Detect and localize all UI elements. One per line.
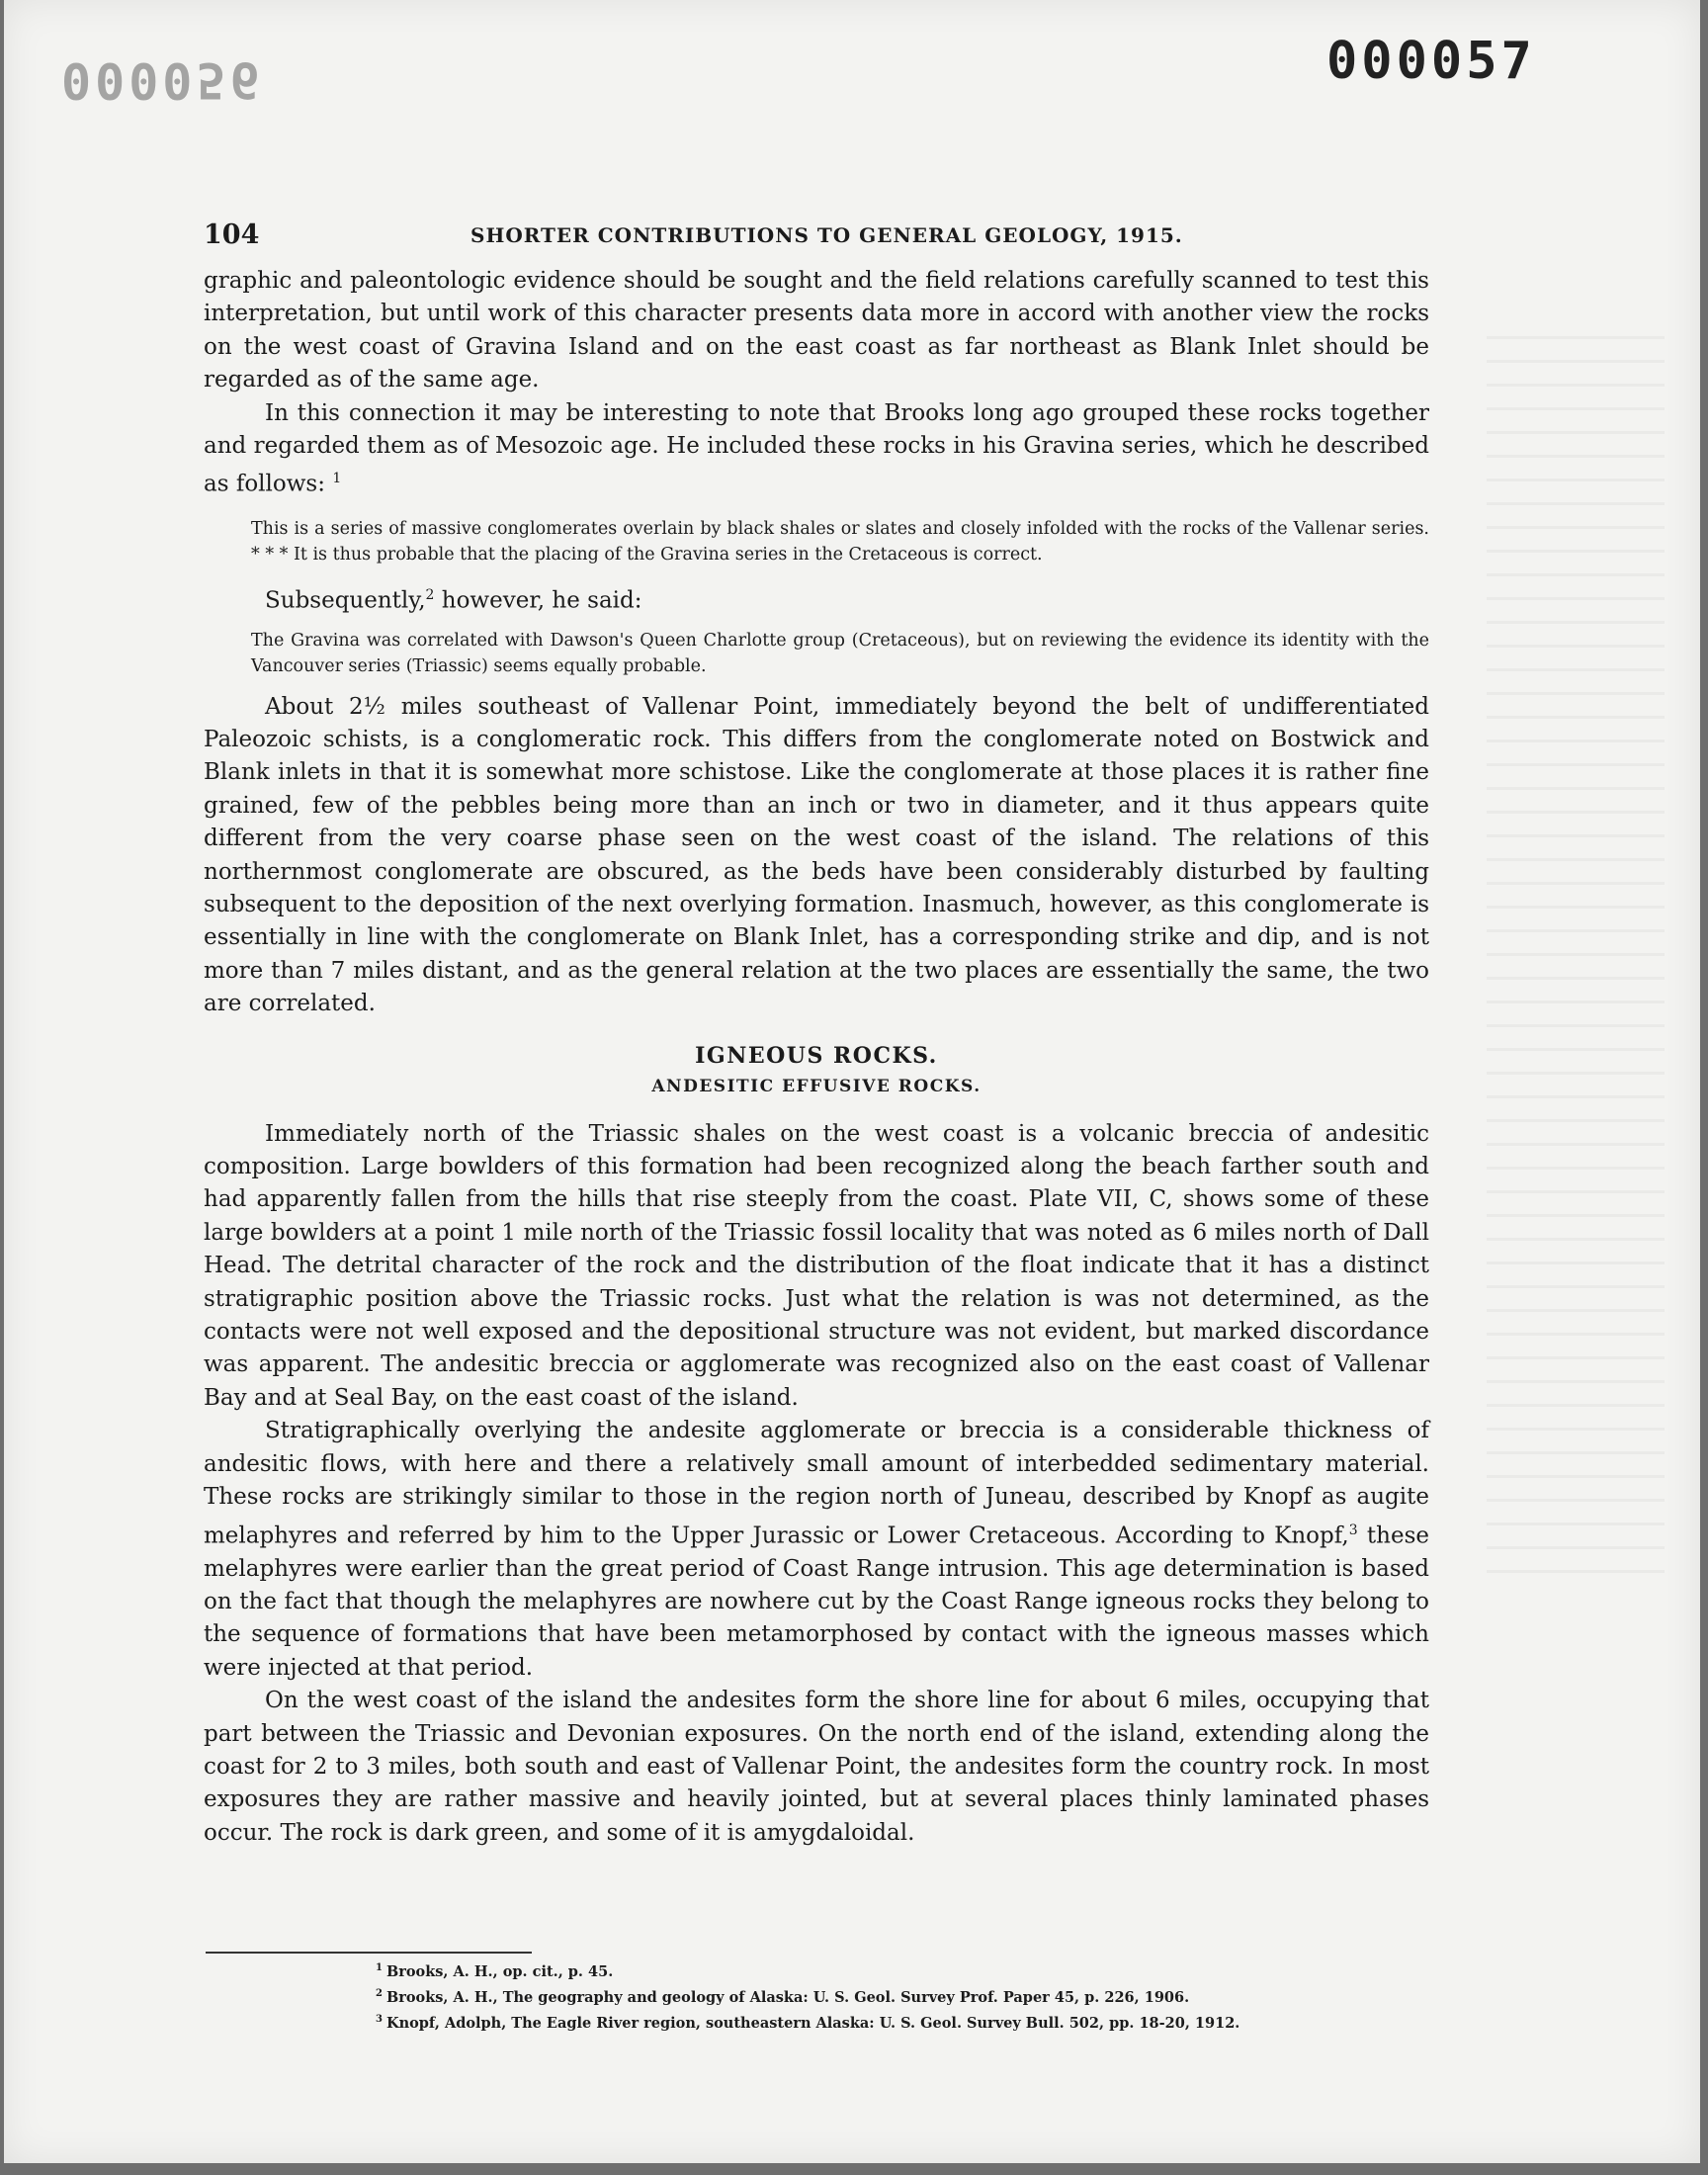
footnote-rule — [206, 1952, 532, 1954]
paragraph-text: these melaphyres were earlier than the great period of Coast Range intrusion. This age determination is based on the fact that though the melaphyres are nowhere cut by the Coast Range igneous rocks they belong to the sequence of formations that have been metamorphosed by contact with the igneous masses which were injected at that period. — [204, 1522, 1429, 1681]
paragraph-andesite-shoreline: On the west coast of the island the andesites form the shore line for about 6 miles, occupying that part between the Triassic and Devonian exposures. On the north end of the island, extending along the coast for 2 to 3 miles, both south and east of Vallenar Point, the andesites form the country rock. In most exposures they are rather massive and heavily jointed, but at several places thinly laminated phases occur. The rock is dark green, and some of it is amygdaloidal. — [204, 1688, 1429, 1846]
running-head-title: SHORTER CONTRIBUTIONS TO GENERAL GEOLOGY, 1915. — [470, 223, 1183, 247]
paragraph-text: Stratigraphically overlying the andesite agglomerate or breccia is a considerable thickness of andesitic flows, with here and there a relatively small amount of interbedded sedimentary material. These rocks are strikingly similar to those in the region north of Juneau, described by Knopf as augite melaphyres and referred by him to the Upper Jurassic or Lower Cretaceous. According to Knopf, — [204, 1418, 1429, 1549]
paragraph-andesitic-flows — [204, 1415, 1429, 1685]
block-quote-gravina-series — [204, 516, 1429, 567]
footnotes — [376, 1958, 1423, 2034]
page-stamp: 000057 — [1326, 32, 1536, 91]
block-quote-gravina-correlation: The Gravina was correlated with Dawson's Queen Charlotte group (Cretaceous), but on reviewing the evidence its identity with the Vancouver series (Triassic) seems equally probable. — [251, 630, 1429, 676]
paragraph-conglomeratic-rock: About 2½ miles southeast of Vallenar Point, immediately beyond the belt of undifferentiated Paleozoic schists, is a conglomeratic rock. This differs from the conglomerate noted on Bostwick and Blank inlets in that it is somewhat more schistose. Like the conglomerate at those places it is rather fine grained, few of the pebbles being more than an inch or two in diameter, and it thus appears quite different from the very coarse phase seen on the west coast of the island. The relations of this northernmost conglomerate are obscured, as the beds have been considerably disturbed by faulting subsequent to the deposition of the next overlying formation. Inasmuch, however, as this conglomerate is essentially in line with the conglomerate on Blank Inlet, has a corresponding strike and dip, and is not more than 7 miles distant, and as the general relation at the two places are essentially the same, the two are correlated. — [204, 693, 1429, 1017]
footnote-text: Brooks, A. H., The geography and geology of Alaska: U. S. Geol. Survey Prof. Paper 45, p. 226, 1906. — [385, 1988, 1190, 2006]
paragraph-text: In this connection it may be interesting to note that Brooks long ago grouped these rocks together and regarded them as of Mesozoic age. He included these rocks in his Gravina series, which he described as follows: — [204, 399, 1429, 498]
footnote-1 — [376, 1958, 1423, 1983]
footnote-ref-1: 1 — [332, 471, 342, 487]
page-number: 104 — [204, 219, 260, 250]
quote-text: This is a series of massive conglomerates overlain by black shales or slates and closely infolded with the rocks of the Vallenar series. * * * It is thus probable that the placing of the Gravina series in the Cretaceous is correct. — [251, 518, 1429, 565]
mirrored-page-stamp: 000056 — [61, 51, 264, 109]
show-through-text — [1487, 336, 1665, 1582]
footnote-2 — [376, 1983, 1423, 2009]
footnote-mark: 1 — [376, 1962, 383, 1973]
paragraph-brooks-grouping — [204, 397, 1429, 502]
section-heading: IGNEOUS ROCKS. — [695, 1042, 938, 1069]
paragraph-text: however, he said: — [434, 587, 642, 614]
running-head — [204, 219, 1429, 259]
paragraph-volcanic-breccia: Immediately north of the Triassic shales on the west coast is a volcanic breccia of andesitic composition. Large bowlders of this formation had been recognized along the beach farther south and had apparently fallen from the hills that rise steeply from the coast. Plate VII, C, shows some of these large bowlders at a point 1 mile north of the Triassic fossil locality that was noted as 6 miles north of Dall Head. The detrital character of the rock and the distribution of the float indicate that it has a distinct stratigraphic position above the Triassic rocks. Just what the relation is was not determined, as the contacts were not well exposed and the depositional structure was not evident, but marked discordance was apparent. The andesitic breccia or agglomerate was recognized also on the east coast of Vallenar Bay and at Seal Bay, on the east coast of the island. — [204, 1120, 1429, 1411]
subsection-heading: ANDESITIC EFFUSIVE ROCKS. — [651, 1076, 982, 1096]
footnote-text: Knopf, Adolph, The Eagle River region, southeastern Alaska: U. S. Geol. Survey Bull. 502, pp. 18-20, 1912. — [385, 2014, 1240, 2032]
footnote-text: Brooks, A. H., op. cit., p. 45. — [385, 1962, 614, 1980]
footnote-mark: 3 — [376, 2013, 383, 2025]
paragraph-continued: graphic and paleontologic evidence should be sought and the field relations carefully scanned to test this interpretation, but until work of this character presents data more in accord with another view the rocks on the west coast of Gravina Island and on the east coast as far northeast as Blank Inlet should be regarded as of the same age. — [204, 268, 1429, 393]
paragraph-subsequently — [204, 579, 1429, 618]
body-column — [204, 265, 1429, 1850]
footnote-3 — [376, 2009, 1423, 2035]
paragraph-text: Subsequently, — [265, 587, 426, 614]
footnote-mark: 2 — [376, 1987, 383, 1999]
footnote-ref-3: 3 — [1348, 1522, 1358, 1538]
footnote-ref-2: 2 — [425, 586, 435, 603]
